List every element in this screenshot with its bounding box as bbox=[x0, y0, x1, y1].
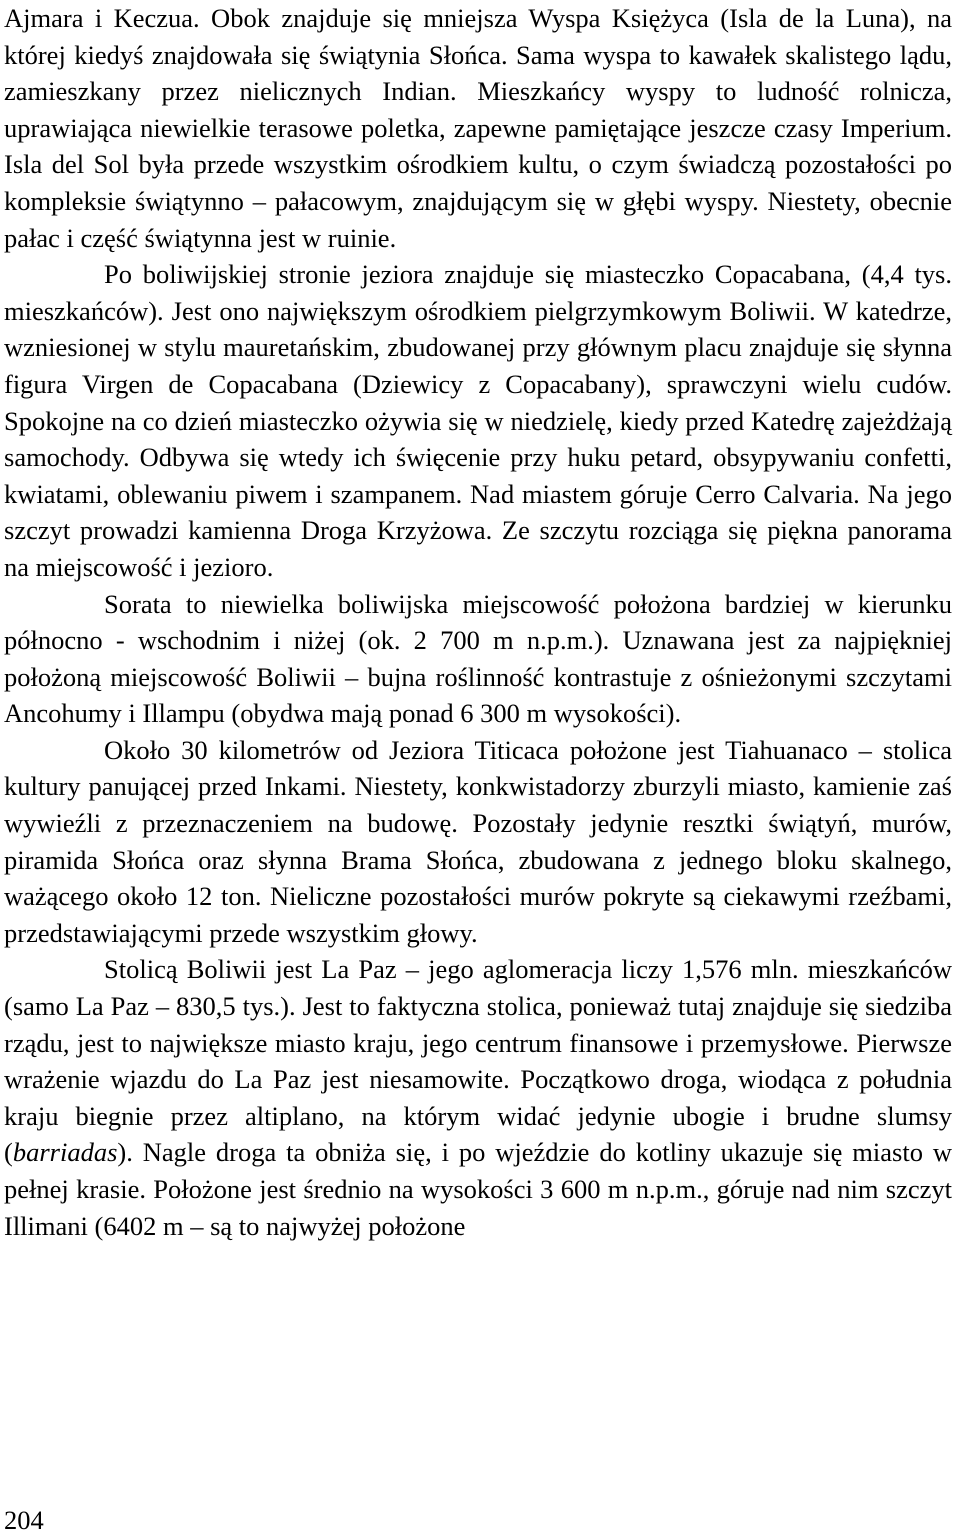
document-page bbox=[4, 0, 952, 1244]
paragraph-5-text-after: ). Nagle droga ta obniża się, i po wjeździe do kotliny ukazuje się miasto w pełnej krasie. Położone jest średnio na wysokości 3 600 m n.p.m., góruje nad nim szczyt Illimani (6402 m – są to najwyżej położone bbox=[4, 1137, 952, 1241]
page-number: 204 bbox=[4, 1505, 44, 1535]
paragraph-1: Ajmara i Keczua. Obok znajduje się mniejsza Wyspa Księżyca (Isla de la Luna), na której kiedyś znajdowała się świątynia Słońca. Sama wyspa to kawałek skalistego lądu, zamieszkany przez nielicznych Indian. Mieszkańcy wyspy to ludność rolnicza, uprawiająca niewielkie terasowe poletka, zapewne pamiętające jeszcze czasy Imperium. Isla del Sol była przede wszystkim ośrodkiem kultu, o czym świadczą pozostałości po kompleksie świątynno – pałacowym, znajdującym się w głębi wyspy. Niestety, obecnie pałac i część świątynna jest w ruinie. bbox=[4, 3, 952, 253]
paragraph-2: Po boliwijskiej stronie jeziora znajduje się miasteczko Copacabana, (4,4 tys. mieszkańców). Jest ono największym ośrodkiem pielgrzymkowym Boliwii. W katedrze, wzniesionej w stylu mauretańskim, zbudowanej przy głównym placu znajduje się słynna figura Virgen de Copacabana (Dziewicy z Copacabany), sprawczyni wielu cudów. Spokojne na co dzień miasteczko ożywia się w niedzielę, kiedy przed Katedrę zajeżdżają samochody. Odbywa się wtedy ich święcenie przy huku petard, obsypywaniu confetti, kwiatami, oblewaniu piwem i szampanem. Nad miastem góruje Cerro Calvaria. Na jego szczyt prowadzi kamienna Droga Krzyżowa. Ze szczytu rozciąga się piękna panorama na miejscowość i jezioro. bbox=[4, 259, 952, 582]
paragraph-5-italic-term: barriadas bbox=[12, 1137, 118, 1168]
paragraph-5-text-before: Stolicą Boliwii jest La Paz – jego aglomeracja liczy 1,576 mln. mieszkańców (samo La Paz – 830,5 tys.). Jest to faktyczna stolica, ponieważ tutaj znajduje się siedziba rządu, jest to największe miasto kraju, jego centrum finansowe i przemysłowe. Pierwsze wrażenie wjazdu do La Paz jest niesamowite. Początkowo droga, wiodąca z południa kraju biegnie przez altiplano, na którym widać jedynie ubogie i brudne slumsy ( bbox=[4, 954, 952, 1168]
paragraph-5 bbox=[4, 951, 952, 1244]
paragraph-3: Sorata to niewielka boliwijska miejscowość położona bardziej w kierunku północno - wschodnim i niżej (ok. 2 700 m n.p.m.). Uznawana jest za najpiękniej położoną miejscowość Boliwii – bujna roślinność kontrastuje z ośnieżonymi szczytami Ancohumy i Illampu (obydwa mają ponad 6 300 m wysokości). bbox=[4, 588, 952, 729]
paragraph-4: Około 30 kilometrów od Jeziora Titicaca położone jest Tiahuanaco – stolica kultury panującej przed Inkami. Niestety, konkwistadorzy zburzyli miasto, kamienie zaś wywieźli z przeznaczeniem na budowę. Pozostały jedynie resztki świątyń, murów, piramida Słońca oraz słynna Brama Słońca, zbudowana z jednego bloku skalnego, ważącego około 12 ton. Nieliczne pozostałości murów pokryte są ciekawymi rzeźbami, przedstawiającymi przede wszystkim głowy. bbox=[4, 734, 952, 948]
